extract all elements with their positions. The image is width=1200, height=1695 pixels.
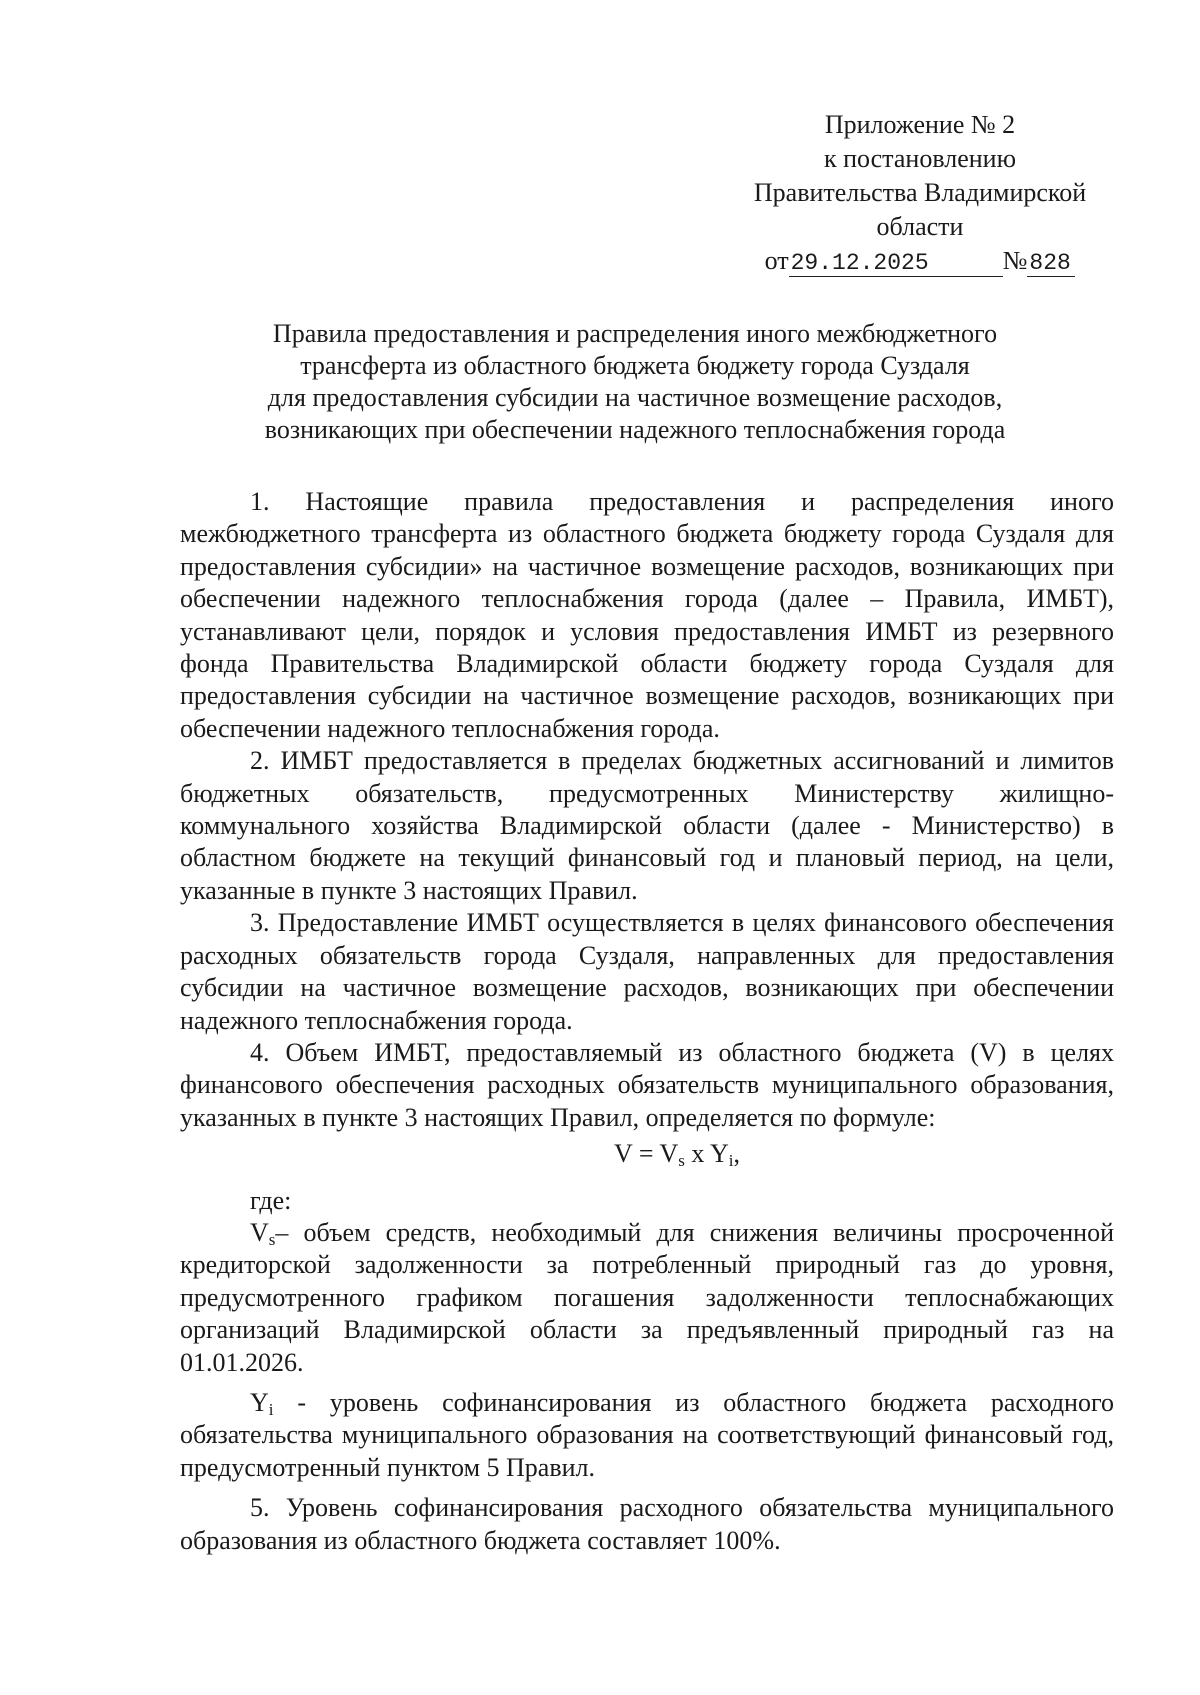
title-line: для предоставления субсидии на частичное возмещение расходов, [267,383,1003,412]
where-label: где: [250,1185,292,1215]
decree-date-line [700,244,1140,278]
decree-number: 828 [1027,250,1075,277]
paragraph-2: 2. ИМБТ предоставляется в пределах бюджетных ассигнований и лимитов бюджетных обязательств, предусмотренных Министерству жилищно-коммунального хозяйства Владимирской области (далее - Министерство) в областном бюджете на текущий финансовый год и плановый период, на цели, указанные в пункте 3 настоящих Правил. [180,746,1114,905]
appendix-reference: к постановлению [823,144,1017,173]
formula-tail: , [733,1139,740,1169]
formula-mid: x Y [684,1139,729,1169]
date-prefix: от [764,246,789,275]
vs-subscript: s [268,1229,276,1249]
yi-definition [180,1387,1114,1484]
paragraph-3: 3. Предоставление ИМБТ осуществляется в целях финансового обеспечения расходных обязательств города Суздаля, направленных для предоставления субсидии на частичное возмещение расходов, возникающих при обеспечении надежного теплоснабжения города. [180,908,1114,1035]
appendix-header [700,108,1140,278]
title-line: Правила предоставления и распределения иного межбюджетного [272,319,998,348]
title-line: трансферта из областного бюджета бюджету города Суздаля [300,351,970,380]
formula-sub-s: s [678,1151,685,1171]
yi-subscript: i [268,1399,274,1419]
vs-definition [180,1217,1114,1379]
yi-text: - уровень софинансирования из областного бюджета расходного обязательства муниципального образования на соответствующий финансовый год, предусмотренный пунктом 5 Правил. [180,1387,1114,1482]
appendix-number: Приложение № 2 [824,110,1016,139]
title-line: возникающих при обеспечении надежного теплоснабжения города [264,415,1006,444]
appendix-region: области [876,212,964,241]
formula-lhs: V = V [614,1139,679,1169]
yi-symbol: Y [250,1387,269,1417]
paragraph-4: 4. Объем ИМБТ, предоставляемый из областного бюджета (V) в целях финансового обеспечения расходных обязательств муниципального образования, указанных в пункте 3 настоящих Правил, определяется по формуле: [180,1037,1114,1132]
document-body [180,486,1114,1557]
paragraph-1: 1. Настоящие правила предоставления и распределения иного межбюджетного трансферта из областного бюджета бюджету города Суздаля для предоставления субсидии» на частичное возмещение расходов, возникающих при обеспечении надежного теплоснабжения города (далее – Правила, ИМБТ), устанавливают цели, порядок и условия предоставления ИМБТ из резервного фонда Правительства Владимирской области бюджету города Суздаля для предоставления субсидии на частичное возмещение расходов, возникающих при обеспечении надежного теплоснабжения города. [180,487,1114,743]
formula-sub-i: i [728,1151,734,1171]
number-prefix: № [1002,246,1028,275]
decree-date: 29.12.2025 [789,250,1003,277]
document-title [180,318,1090,446]
vs-text: – объем средств, необходимый для снижения величины просроченной кредиторской задолженности за потребленный природный газ до уровня, предусмотренного графиком погашения задолженности теплоснабжающих организаций Владимирской области за предъявленный природный газ на 01.01.2026. [180,1217,1114,1377]
appendix-authority: Правительства Владимирской [753,178,1087,207]
vs-symbol: V [250,1217,269,1247]
formula [180,1138,1114,1170]
paragraph-5: 5. Уровень софинансирования расходного обязательства муниципального образования из областного бюджета составляет 100%. [180,1493,1114,1555]
